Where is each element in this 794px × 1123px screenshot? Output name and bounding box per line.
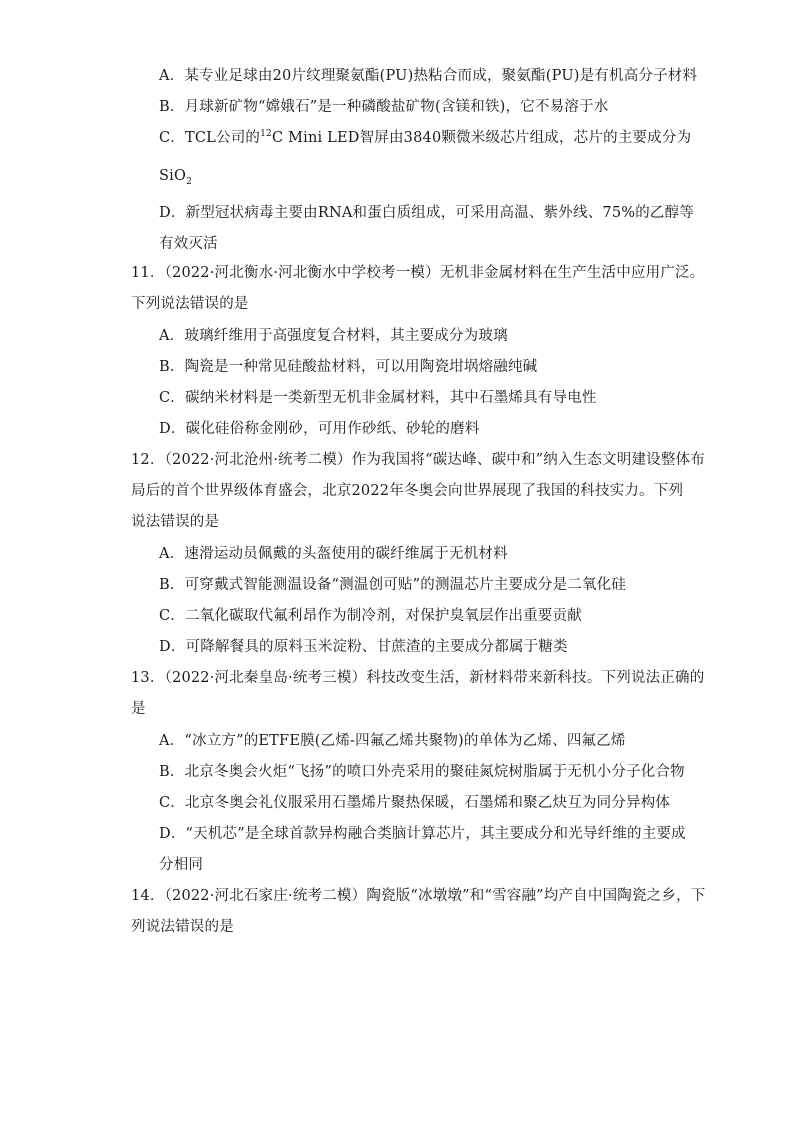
option-text: 月球新矿物“嫦娥石”是一种磷酸盐矿物(含镁和铁)，它不易溶于水 — [184, 99, 609, 115]
option-text: 分相同 — [159, 857, 204, 873]
option-text: 速滑运动员佩戴的头盔使用的碳纤维属于无机材料 — [184, 546, 508, 562]
option-text: 可穿戴式智能测温设备“测温创可贴”的测温芯片主要成分是二氧化硅 — [184, 577, 627, 593]
question-11-stem — [131, 263, 704, 283]
question-stem-text: 是 — [131, 701, 146, 717]
option-d-continuation — [159, 234, 218, 254]
question-14-stem-cont — [131, 917, 234, 937]
question-12-stem-cont — [131, 481, 683, 501]
q13-option-c — [159, 793, 670, 813]
option-letter: A． — [159, 546, 185, 562]
q12-option-c — [159, 606, 582, 626]
option-text: C Mini LED智屏由3840颗微米级芯片组成，芯片的主要成分为 — [271, 130, 692, 146]
option-text: 碳纳米材料是一类新型无机非金属材料，其中石墨烯具有导电性 — [185, 390, 597, 406]
question-stem-text: 列说法错误的是 — [131, 919, 234, 935]
formula-text: SiO — [159, 168, 187, 184]
option-text: 可降解餐具的原料玉米淀粉、甘蔗渣的主要成分都属于糖类 — [185, 639, 568, 655]
question-14-stem — [131, 886, 705, 906]
q12-option-d — [159, 637, 568, 657]
q13-option-d-continuation — [159, 855, 203, 875]
q13-option-b — [159, 762, 685, 782]
q12-option-a — [159, 544, 508, 564]
q12-option-b — [159, 575, 626, 595]
option-letter: A． — [159, 328, 185, 344]
q13-option-d — [159, 824, 686, 844]
option-text: “天机芯”是全球首款异构融合类脑计算芯片，其主要成分和光导纤维的主要成 — [185, 826, 686, 842]
question-number: 12． — [131, 452, 165, 468]
question-stem-text: （2022·河北秦皇岛·统考三模）科技改变生活，新材料带来新科技。下列说法正确的 — [164, 670, 705, 686]
option-text: 玻璃纤维用于高强度复合材料，其主要成分为玻璃 — [184, 328, 508, 344]
option-text: “冰立方”的ETFE膜(乙烯-四氟乙烯共聚物)的单体为乙烯、四氟乙烯 — [184, 733, 626, 749]
option-c-continuation — [159, 166, 192, 186]
option-c — [159, 128, 691, 148]
question-stem-text: 说法错误的是 — [131, 514, 220, 530]
q13-option-a — [159, 731, 626, 751]
option-d — [159, 203, 694, 223]
q11-option-a — [159, 326, 508, 346]
question-12-stem-cont2 — [131, 512, 219, 532]
option-letter: A． — [159, 733, 185, 749]
option-letter: D． — [159, 639, 186, 655]
option-text: 某专业足球由20片纹理聚氨酯(PU)热粘合而成，聚氨酯(PU)是有机高分子材料 — [184, 68, 698, 84]
isotope-superscript: 12 — [260, 129, 272, 140]
option-letter: C． — [159, 390, 185, 406]
question-13-stem-cont — [131, 699, 146, 719]
option-letter: B． — [159, 99, 185, 115]
formula-subscript: 2 — [186, 176, 192, 187]
question-number: 14． — [131, 888, 165, 904]
option-letter: C． — [159, 795, 185, 811]
option-text: 新型冠状病毒主要由RNA和蛋白质组成，可采用高温、紫外线、75%的乙醇等 — [185, 205, 695, 221]
option-a — [159, 66, 697, 86]
option-text: 北京冬奥会火炬“飞扬”的喷口外壳采用的聚硅氮烷树脂属于无机小分子化合物 — [184, 764, 685, 780]
question-number: 13． — [131, 670, 165, 686]
question-12-stem — [131, 450, 705, 470]
option-letter: C． — [159, 130, 185, 146]
question-stem-text: （2022·河北衡水·河北衡水中学校考一模）无机非金属材料在生产生活中应用广泛。 — [164, 265, 705, 281]
option-letter: A． — [159, 68, 185, 84]
q11-option-d — [159, 419, 480, 439]
option-text: 北京冬奥会礼仪服采用石墨烯片聚热保暖，石墨烯和聚乙炔互为同分异构体 — [185, 795, 671, 811]
option-text: 二氧化碳取代氟利昂作为制冷剂，对保护臭氧层作出重要贡献 — [185, 608, 582, 624]
question-11-stem-cont — [131, 294, 249, 314]
option-text: 碳化硅俗称金刚砂，可用作砂纸、砂轮的磨料 — [185, 421, 480, 437]
option-letter: B． — [159, 359, 185, 375]
q11-option-c — [159, 388, 597, 408]
question-stem-text: 局后的首个世界级体育盛会，北京2022年冬奥会向世界展现了我国的科技实力。下列 — [131, 483, 684, 499]
option-letter: B． — [159, 764, 185, 780]
option-b — [159, 97, 608, 117]
option-letter: C． — [159, 608, 185, 624]
option-text: TCL公司的 — [185, 130, 261, 146]
question-stem-text: （2022·河北石家庄·统考二模）陶瓷版“冰墩墩”和“雪容融”均产自中国陶瓷之乡，下 — [164, 888, 706, 904]
question-stem-text: 下列说法错误的是 — [131, 296, 249, 312]
option-text: 陶瓷是一种常见硅酸盐材料，可以用陶瓷坩埚熔融纯碱 — [184, 359, 538, 375]
option-text: 有效灭活 — [159, 236, 218, 252]
option-letter: B． — [159, 577, 185, 593]
option-letter: D． — [159, 826, 186, 842]
question-13-stem — [131, 668, 704, 688]
question-number: 11． — [131, 265, 165, 281]
question-stem-text: （2022·河北沧州·统考二模）作为我国将“碳达峰、碳中和”纳入生态文明建设整体布 — [164, 452, 705, 468]
option-letter: D． — [159, 205, 186, 221]
option-letter: D． — [159, 421, 186, 437]
q11-option-b — [159, 357, 537, 377]
